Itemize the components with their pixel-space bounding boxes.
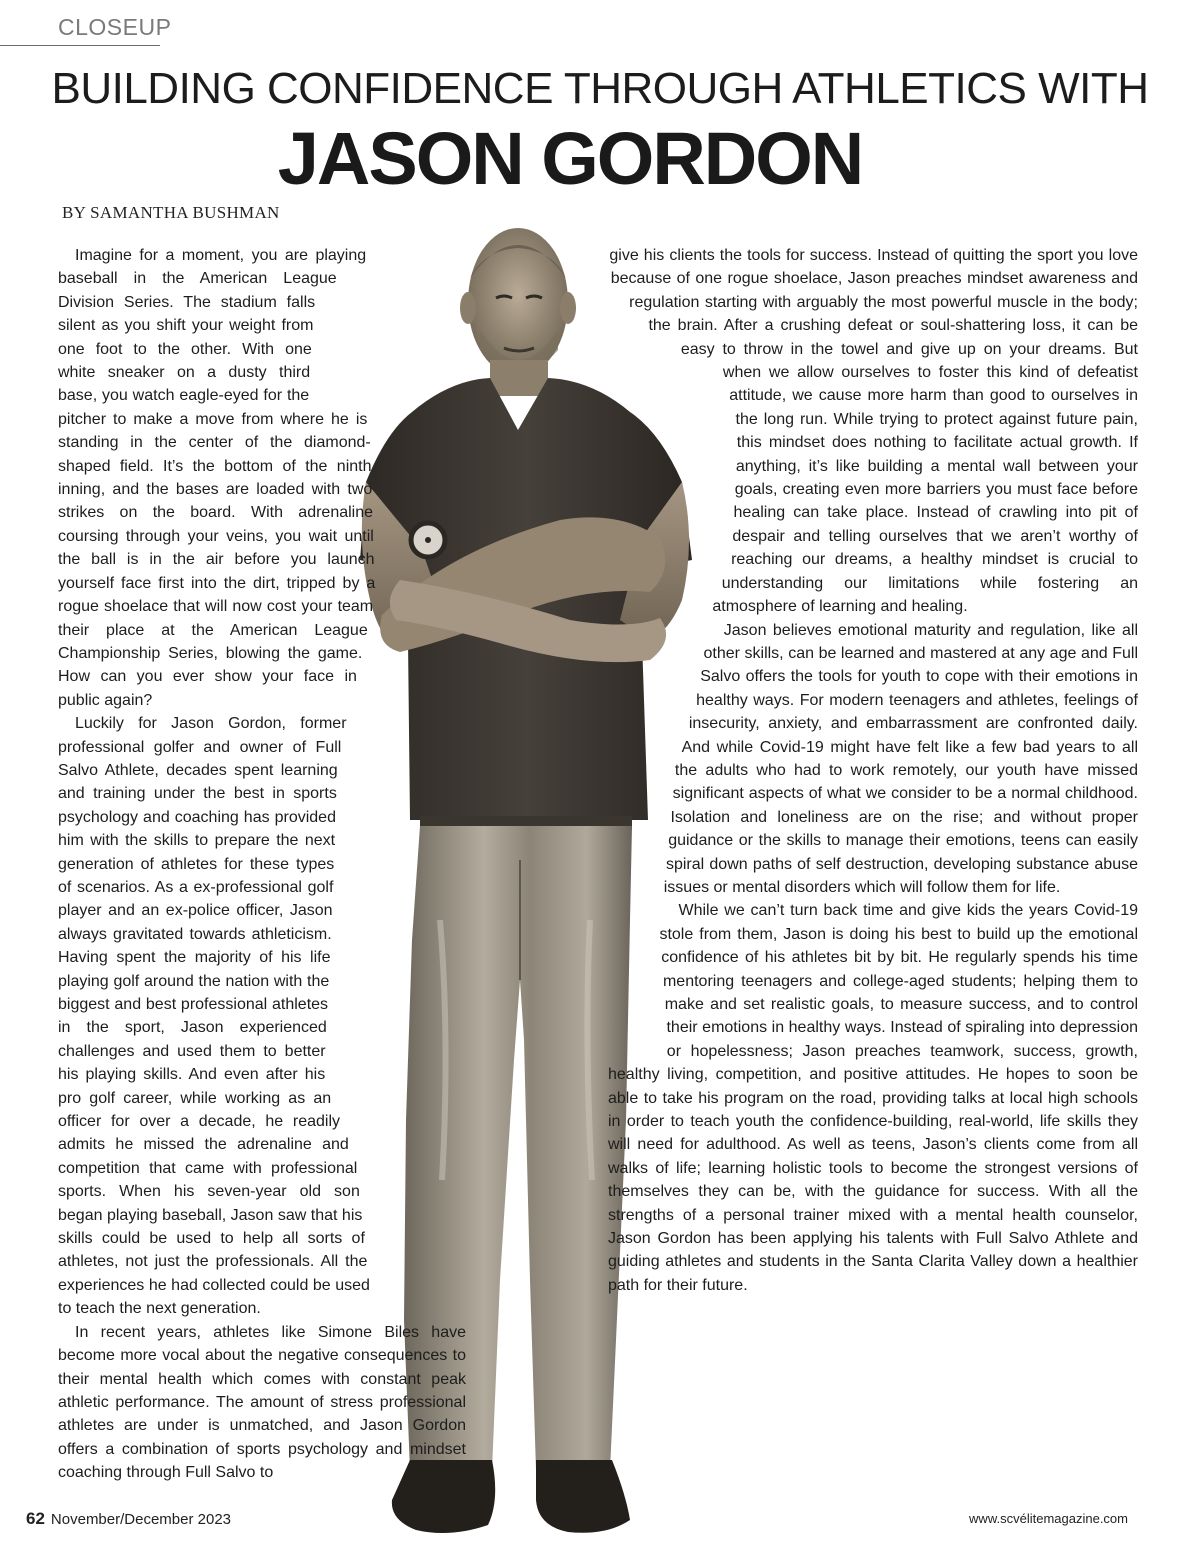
byline: BY SAMANTHA BUSHMAN <box>62 203 280 222</box>
magazine-url: www.scvélitemagazine.com <box>969 1511 1128 1526</box>
article-subject-name: JASON GORDON <box>277 117 863 200</box>
article-paragraph: give his clients the tools for success. Instead of quitting the sport you love because of one rogue shoelace, Jason preaches mindset awareness and regulation starting with arguably the most powerful muscle in the body; the brain. After a crushing defeat or soul-shattering loss, it can be easy to throw in the towel and give up on your dreams. But when we allow ourselves to foster this kind of defeatist attitude, we cause more harm than good to ourselves in the long run. While trying to protect against future pain, this mindset does nothing to facilitate actual growth. If anything, it’s like building a mental wall between your goals, creating even more barriers you must face before healing can take place. Instead of crawling into pit of despair and telling ourselves that we aren’t worthy of reaching our dreams, a healthy mindset is crucial to understanding our limitations while fostering an atmosphere of learning and healing. <box>609 247 1138 616</box>
section-tag <box>0 14 172 46</box>
article-headline: BUILDING CONFIDENCE THROUGH ATHLETICS WITH <box>51 64 1149 113</box>
article-paragraph: Jason believes emotional maturity and regulation, like all other skills, can be learned and mastered at any age and Full Salvo offers the tools for youth to cope with their emotions in healthy ways. For modern teenagers and athletes, feelings of insecurity, anxiety, and embarrassment are confronted daily. And while Covid-19 might have felt like a few bad years to all the adults who had to work remotely, our youth have missed significant aspects of what we consider to be a normal childhood. Isolation and loneliness are on the rise; and without proper guidance or the skills to manage their emotions, teens can easily spiral down paths of self destruction, developing substance abuse issues or mental disorders which will follow them for life. <box>663 621 1138 896</box>
article-paragraph: In recent years, athletes like Simone Biles have become more vocal about the negative consequences to their mental health which comes with constant peak athletic performance. The amount of stress professional athletes are under is unmatched, and Jason Gordon offers a combination of sports psychology and mindset coaching through Full Salvo to <box>58 1323 466 1482</box>
article-column-right <box>608 244 1138 1297</box>
article-paragraph: While we can’t turn back time and give kids the years Covid-19 stole from them, Jason is doing his best to build up the emotional confidence of his athletes bit by bit. He regularly spends his time mentoring teenagers and college-aged students; helping them to make and set realistic goals, to measure success, and to control their emotions in healthy ways. Instead of spiraling into depression or hopelessness; Jason preaches teamwork, success, growth, healthy living, competition, and positive attitudes. He hopes to soon be able to take his program on the road, providing talks at local high schools in order to teach youth the confidence-building, real-world, life skills they will need for adulthood. As well as teens, Jason’s clients come from all walks of life; learning holistic tools to become the strongest versions of themselves they can be, with the guidance for success. With all the strengths of a personal trainer mixed with a mental health counselor, Jason Gordon has been applying his talents with Full Salvo Athlete and guiding athletes and students in the Santa Clarita Valley down a healthier path for their future. <box>608 902 1138 1294</box>
issue-date: November/December 2023 <box>50 1511 232 1528</box>
article-column-left <box>58 244 466 1485</box>
page-footer <box>26 1509 231 1529</box>
article-paragraph: Luckily for Jason Gordon, former professional golfer and owner of Full Salvo Athlete, decades spent learning and training under the best in sports psychology and coaching has provided him with the skills to prepare the next generation of athletes for these types of scenarios. As a ex-professional golf player and an ex-police officer, Jason always gravitated towards athleticism. Having spent the majority of his life playing golf around the nation with the biggest and best professional athletes in the sport, Jason experienced challenges and used them to better his playing skills. And even after his pro golf career, while working as an officer for over a decade, he readily admits he missed the adrenaline and competition that came with professional sports. When his seven-year old son began playing baseball, Jason saw that his skills could be used to help all sorts of athletes, not just the professionals. All the experiences he had collected could be used to teach the next generation. <box>58 715 370 1318</box>
article-paragraph: Imagine for a moment, you are playing baseball in the American League Division Series. The stadium falls silent as you shift your weight from one foot to the other. With one white sneaker on a dusty third base, you watch eagle-eyed for the pitcher to make a move from where he is standing in the center of the diamond-shaped field. It’s the bottom of the ninth inning, and the bases are loaded with two strikes on the board. With adrenaline coursing through your veins, you wait until the ball is in the air before you launch yourself face first into the dirt, tripped by a rogue shoelace that will now cost your team their place at the American League Championship Series, blowing the game. How can you ever show your face in public again? <box>58 247 376 709</box>
page-number: 62 <box>26 1509 45 1528</box>
section-label: CLOSEUP <box>58 14 172 40</box>
